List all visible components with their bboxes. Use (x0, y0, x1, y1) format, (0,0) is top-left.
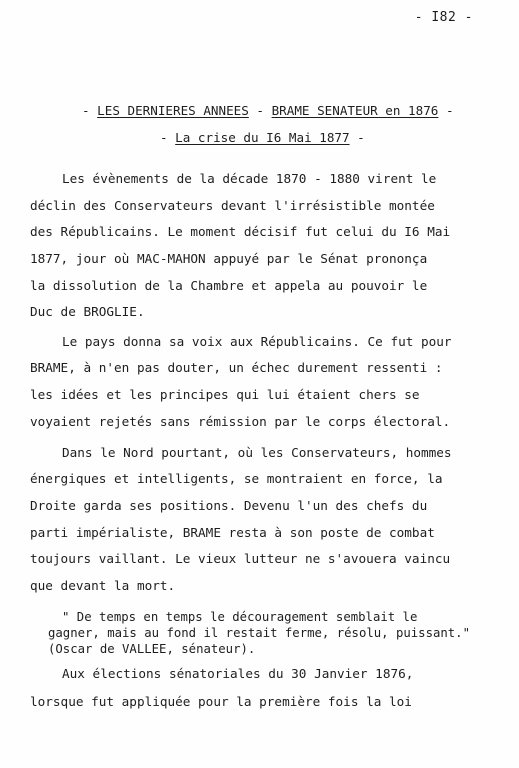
paragraph-line: des Républicains. Le moment décisif fut celui du I6 Mai (30, 224, 451, 239)
paragraph-line: la dissolution de la Chambre et appela au pouvoir le (30, 278, 428, 293)
subtitle-text: La crise du I6 Mai 1877 (175, 130, 350, 145)
title-prefix: - (82, 103, 98, 118)
quote-attribution: (Oscar de VALLEE, sénateur). (48, 642, 256, 656)
section-subtitle (160, 130, 365, 145)
paragraph-line: Le pays donna sa voix aux Républicains. Ce fut pour (62, 334, 452, 349)
paragraph-line: Aux élections sénatoriales du 30 Janvier 1876, (62, 666, 414, 681)
title-part-b: BRAME SENATEUR en 1876 (271, 103, 439, 118)
paragraph-line: que devant la mort. (30, 578, 176, 593)
quote-line: gagner, mais au fond il restait ferme, résolu, puissant." (48, 626, 470, 640)
paragraph-line: les idées et les principes qui lui étaient chers se (30, 387, 420, 402)
title-part-a: LES DERNIERES ANNEES (97, 103, 249, 118)
paragraph-line: Droite garda ses positions. Devenu l'un des chefs du (30, 498, 428, 513)
paragraph-line: énergiques et intelligents, se montraient en force, la (30, 471, 443, 486)
paragraph-line: Duc de BROGLIE. (30, 304, 145, 319)
paragraph-line: déclin des Conservateurs devant l'irrésistible montée (30, 198, 435, 213)
paragraph-line: Les évènements de la décade 1870 - 1880 virent le (62, 171, 437, 186)
section-title (82, 103, 502, 118)
paragraph-line: voyaient rejetés sans rémission par le corps électoral. (30, 414, 451, 429)
subtitle-suffix: - (349, 130, 365, 145)
title-separator: - (248, 103, 272, 118)
title-suffix: - (438, 103, 454, 118)
subtitle-prefix: - (160, 130, 176, 145)
paragraph-line: parti impérialiste, BRAME resta à son poste de combat (30, 525, 435, 540)
quote-line: " De temps en temps le découragement semblait le (62, 610, 418, 624)
paragraph-line: lorsque fut appliquée pour la première fois la loi (30, 694, 412, 709)
paragraph-line: Dans le Nord pourtant, où les Conservateurs, hommes (62, 445, 452, 460)
paragraph-line: toujours vaillant. Le vieux lutteur ne s'avouera vaincu (30, 551, 451, 566)
paragraph-line: BRAME, à n'en pas douter, un échec durement ressenti : (30, 360, 443, 375)
page-number: - I82 - (414, 10, 473, 25)
paragraph-line: 1877, jour où MAC-MAHON appuyé par le Sénat prononça (30, 251, 428, 266)
